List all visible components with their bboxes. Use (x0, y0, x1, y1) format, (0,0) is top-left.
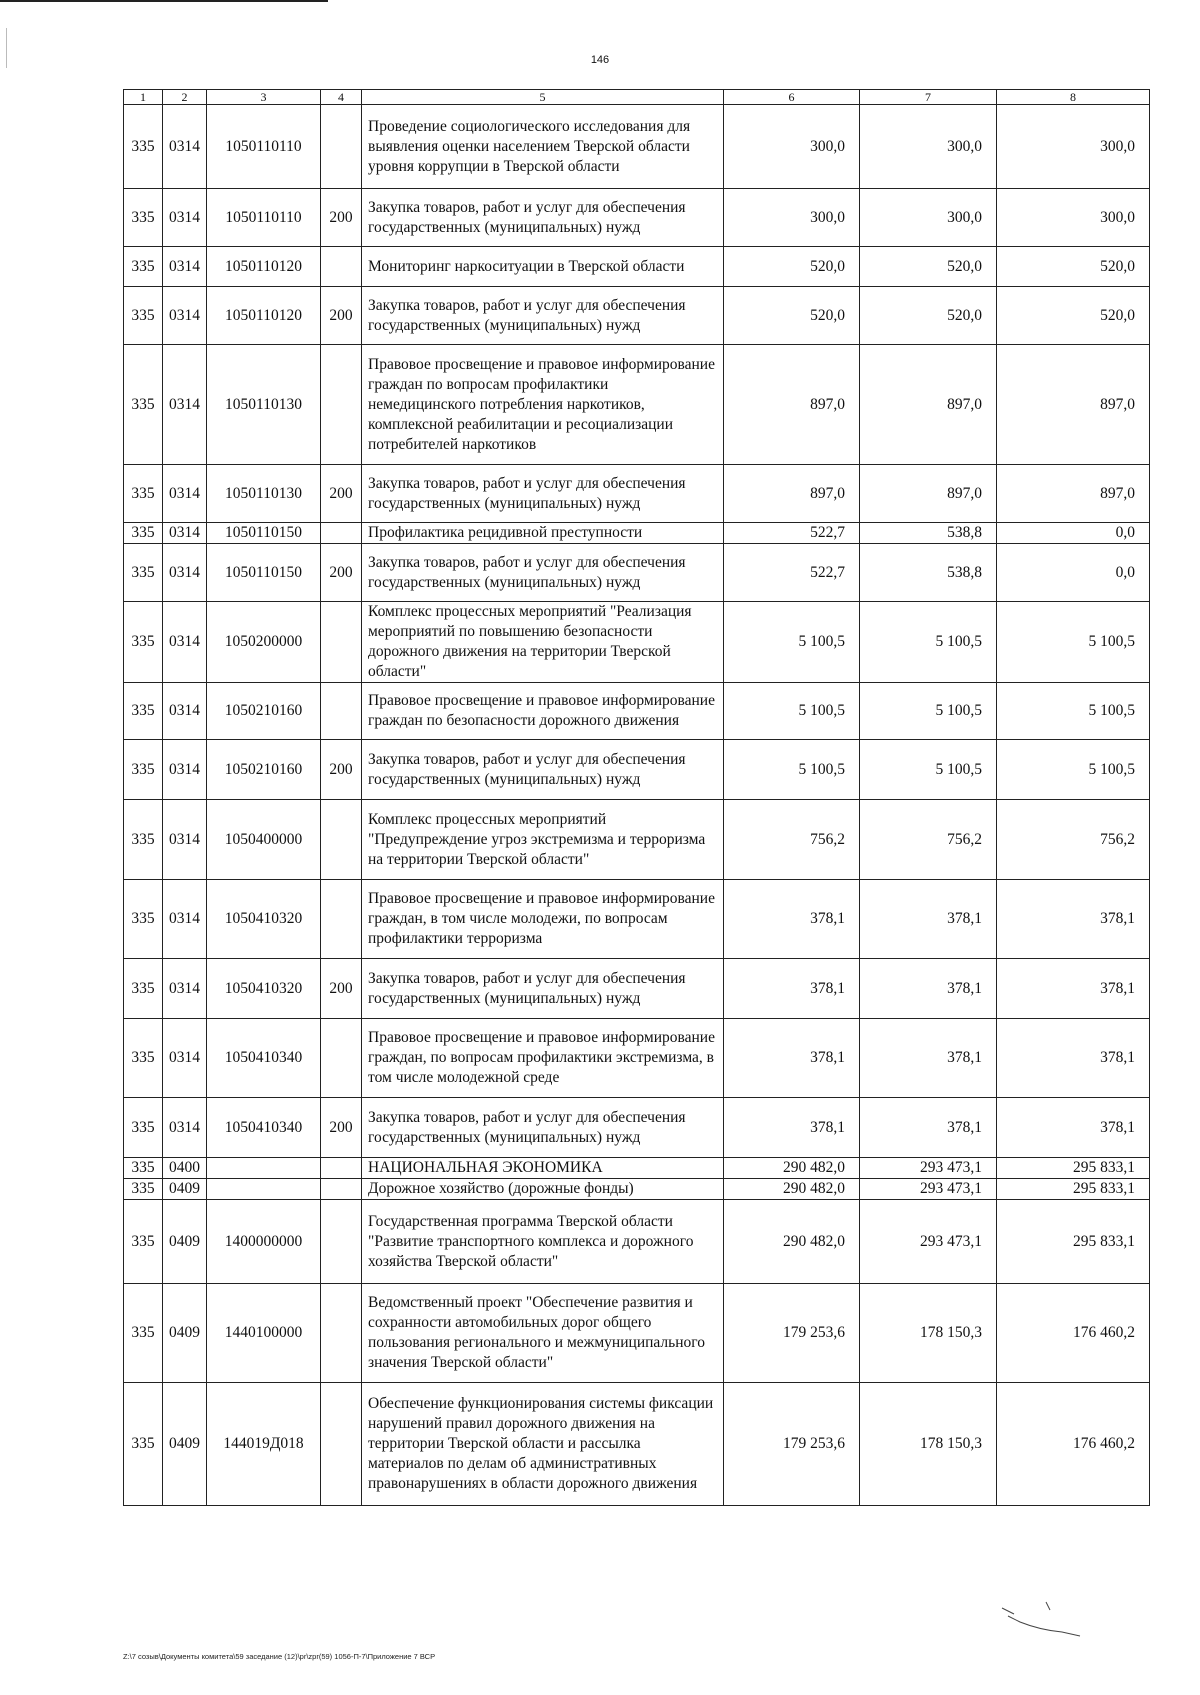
cell-amount-3: 520,0 (997, 287, 1150, 345)
cell-name: Комплекс процессных мероприятий "Предупреждение угроз экстремизма и терроризма на территории Тверской области" (362, 800, 724, 880)
cell-expense-type: 200 (321, 189, 362, 247)
cell-amount-2: 378,1 (860, 1098, 997, 1158)
cell-expense-type (321, 105, 362, 189)
cell-amount-3: 378,1 (997, 959, 1150, 1019)
cell-amount-1: 378,1 (724, 1098, 860, 1158)
cell-ministry: 335 (124, 345, 163, 465)
cell-target: 1050410340 (207, 1098, 321, 1158)
cell-expense-type: 200 (321, 959, 362, 1019)
budget-table (123, 89, 1150, 1506)
cell-name: Закупка товаров, работ и услуг для обеспечения государственных (муниципальных) нужд (362, 465, 724, 523)
cell-name: Мониторинг наркоситуации в Тверской области (362, 247, 724, 287)
cell-ministry: 335 (124, 1019, 163, 1098)
table-row (124, 105, 1150, 189)
cell-amount-1: 522,7 (724, 523, 860, 544)
cell-ministry: 335 (124, 959, 163, 1019)
cell-amount-2: 293 473,1 (860, 1179, 997, 1200)
cell-amount-3: 897,0 (997, 345, 1150, 465)
cell-amount-1: 5 100,5 (724, 683, 860, 740)
cell-expense-type (321, 1158, 362, 1179)
cell-section: 0314 (163, 1019, 207, 1098)
cell-amount-3: 756,2 (997, 800, 1150, 880)
cell-section: 0314 (163, 105, 207, 189)
table-row (124, 1284, 1150, 1383)
table-row (124, 683, 1150, 740)
cell-target: 1050210160 (207, 740, 321, 800)
table-row (124, 523, 1150, 544)
cell-amount-1: 756,2 (724, 800, 860, 880)
cell-target: 1050110130 (207, 345, 321, 465)
cell-ministry: 335 (124, 1158, 163, 1179)
cell-ministry: 335 (124, 1284, 163, 1383)
cell-target: 1050110150 (207, 544, 321, 602)
cell-amount-1: 300,0 (724, 189, 860, 247)
header-cell: 4 (321, 90, 362, 105)
cell-ministry: 335 (124, 800, 163, 880)
cell-amount-2: 538,8 (860, 523, 997, 544)
cell-amount-2: 293 473,1 (860, 1158, 997, 1179)
cell-amount-2: 378,1 (860, 1019, 997, 1098)
cell-amount-3: 897,0 (997, 465, 1150, 523)
cell-name: Закупка товаров, работ и услуг для обеспечения государственных (муниципальных) нужд (362, 189, 724, 247)
cell-amount-3: 5 100,5 (997, 683, 1150, 740)
cell-name: Проведение социологического исследования для выявления оценки населением Тверской области уровня коррупции в Тверской области (362, 105, 724, 189)
cell-amount-3: 378,1 (997, 1019, 1150, 1098)
table-row (124, 1158, 1150, 1179)
cell-section: 0314 (163, 880, 207, 959)
table-row (124, 465, 1150, 523)
cell-amount-3: 520,0 (997, 247, 1150, 287)
cell-target: 1050110110 (207, 105, 321, 189)
cell-amount-1: 179 253,6 (724, 1284, 860, 1383)
header-cell: 5 (362, 90, 724, 105)
cell-amount-2: 538,8 (860, 544, 997, 602)
cell-expense-type (321, 1179, 362, 1200)
cell-ministry: 335 (124, 523, 163, 544)
cell-ministry: 335 (124, 247, 163, 287)
cell-target: 1400000000 (207, 1200, 321, 1284)
cell-amount-1: 378,1 (724, 880, 860, 959)
cell-expense-type (321, 523, 362, 544)
cell-target: 1050110150 (207, 523, 321, 544)
cell-section: 0409 (163, 1284, 207, 1383)
cell-ministry: 335 (124, 189, 163, 247)
cell-ministry: 335 (124, 740, 163, 800)
cell-amount-3: 176 460,2 (997, 1383, 1150, 1506)
header-cell: 8 (997, 90, 1150, 105)
header-cell: 3 (207, 90, 321, 105)
table-row (124, 247, 1150, 287)
cell-name: Дорожное хозяйство (дорожные фонды) (362, 1179, 724, 1200)
cell-name: Правовое просвещение и правовое информирование граждан, в том числе молодежи, по вопросам профилактики терроризма (362, 880, 724, 959)
cell-name: Закупка товаров, работ и услуг для обеспечения государственных (муниципальных) нужд (362, 544, 724, 602)
cell-section: 0314 (163, 800, 207, 880)
cell-ministry: 335 (124, 465, 163, 523)
cell-section: 0314 (163, 247, 207, 287)
cell-target (207, 1158, 321, 1179)
cell-section: 0314 (163, 959, 207, 1019)
cell-ministry: 335 (124, 1383, 163, 1506)
cell-amount-1: 300,0 (724, 105, 860, 189)
cell-target (207, 1179, 321, 1200)
cell-name: Государственная программа Тверской области "Развитие транспортного комплекса и дорожного хозяйства Тверской области" (362, 1200, 724, 1284)
cell-amount-2: 5 100,5 (860, 683, 997, 740)
cell-amount-1: 897,0 (724, 345, 860, 465)
cell-amount-3: 0,0 (997, 544, 1150, 602)
cell-name: Закупка товаров, работ и услуг для обеспечения государственных (муниципальных) нужд (362, 959, 724, 1019)
cell-expense-type: 200 (321, 544, 362, 602)
cell-name: Ведомственный проект "Обеспечение развития и сохранности автомобильных дорог общего пользования регионального и межмуниципального значения Тверской области" (362, 1284, 724, 1383)
cell-amount-2: 378,1 (860, 959, 997, 1019)
cell-name: Обеспечение функционирования системы фиксации нарушений правил дорожного движения на территории Тверской области и рассылка материалов по делам об административных правонарушениях в области дорожного движения (362, 1383, 724, 1506)
top-rule (0, 0, 328, 2)
cell-amount-3: 295 833,1 (997, 1200, 1150, 1284)
page-number: 146 (590, 54, 610, 66)
cell-amount-2: 378,1 (860, 880, 997, 959)
table-row (124, 189, 1150, 247)
cell-target: 1050110130 (207, 465, 321, 523)
cell-amount-2: 897,0 (860, 465, 997, 523)
cell-amount-3: 378,1 (997, 880, 1150, 959)
cell-amount-2: 178 150,3 (860, 1383, 997, 1506)
cell-target: 1050210160 (207, 683, 321, 740)
cell-expense-type: 200 (321, 740, 362, 800)
footer-file-path: Z:\7 созыв\Документы комитета\59 заседание (12)\pr\zpr(59) 1056-П-7\Приложение 7 ВСР (123, 1652, 436, 1661)
cell-name: Закупка товаров, работ и услуг для обеспечения государственных (муниципальных) нужд (362, 287, 724, 345)
cell-amount-2: 897,0 (860, 345, 997, 465)
cell-amount-1: 522,7 (724, 544, 860, 602)
cell-section: 0314 (163, 345, 207, 465)
cell-ministry: 335 (124, 880, 163, 959)
cell-target: 1050110110 (207, 189, 321, 247)
cell-target: 144019Д018 (207, 1383, 321, 1506)
table-row (124, 1383, 1150, 1506)
cell-section: 0314 (163, 602, 207, 683)
cell-name: Профилактика рецидивной преступности (362, 523, 724, 544)
cell-target: 1050200000 (207, 602, 321, 683)
cell-section: 0409 (163, 1179, 207, 1200)
cell-target: 1050110120 (207, 287, 321, 345)
cell-amount-1: 897,0 (724, 465, 860, 523)
table-row (124, 740, 1150, 800)
cell-amount-1: 5 100,5 (724, 740, 860, 800)
cell-amount-3: 5 100,5 (997, 602, 1150, 683)
cell-ministry: 335 (124, 1179, 163, 1200)
cell-name: Правовое просвещение и правовое информирование граждан, по вопросам профилактики экстремизма, в том числе молодежной среде (362, 1019, 724, 1098)
cell-amount-2: 293 473,1 (860, 1200, 997, 1284)
cell-ministry: 335 (124, 1098, 163, 1158)
cell-expense-type (321, 1019, 362, 1098)
cell-section: 0314 (163, 465, 207, 523)
cell-amount-3: 5 100,5 (997, 740, 1150, 800)
cell-amount-1: 520,0 (724, 287, 860, 345)
cell-ministry: 335 (124, 287, 163, 345)
cell-expense-type (321, 800, 362, 880)
header-cell: 6 (724, 90, 860, 105)
cell-amount-3: 0,0 (997, 523, 1150, 544)
cell-amount-2: 520,0 (860, 287, 997, 345)
cell-name: Закупка товаров, работ и услуг для обеспечения государственных (муниципальных) нужд (362, 1098, 724, 1158)
cell-name: Комплекс процессных мероприятий "Реализация мероприятий по повышению безопасности дорожного движения на территории Тверской области" (362, 602, 724, 683)
cell-ministry: 335 (124, 544, 163, 602)
cell-amount-1: 290 482,0 (724, 1158, 860, 1179)
cell-section: 0314 (163, 189, 207, 247)
cell-amount-2: 300,0 (860, 105, 997, 189)
cell-section: 0400 (163, 1158, 207, 1179)
cell-expense-type: 200 (321, 287, 362, 345)
table-row (124, 800, 1150, 880)
cell-name: Закупка товаров, работ и услуг для обеспечения государственных (муниципальных) нужд (362, 740, 724, 800)
cell-section: 0314 (163, 740, 207, 800)
table-row (124, 345, 1150, 465)
cell-ministry: 335 (124, 602, 163, 683)
table-row (124, 880, 1150, 959)
signature-mark (1000, 1600, 1090, 1640)
cell-amount-3: 300,0 (997, 189, 1150, 247)
table-row (124, 959, 1150, 1019)
cell-expense-type (321, 247, 362, 287)
cell-amount-3: 295 833,1 (997, 1179, 1150, 1200)
cell-section: 0314 (163, 544, 207, 602)
cell-ministry: 335 (124, 1200, 163, 1284)
cell-section: 0409 (163, 1383, 207, 1506)
cell-section: 0314 (163, 683, 207, 740)
cell-amount-1: 378,1 (724, 1019, 860, 1098)
cell-amount-2: 178 150,3 (860, 1284, 997, 1383)
cell-expense-type (321, 1284, 362, 1383)
cell-amount-2: 756,2 (860, 800, 997, 880)
cell-expense-type (321, 1383, 362, 1506)
cell-target: 1050410320 (207, 959, 321, 1019)
cell-amount-1: 5 100,5 (724, 602, 860, 683)
cell-amount-3: 176 460,2 (997, 1284, 1150, 1383)
cell-section: 0409 (163, 1200, 207, 1284)
header-cell: 1 (124, 90, 163, 105)
cell-amount-1: 290 482,0 (724, 1200, 860, 1284)
cell-amount-3: 295 833,1 (997, 1158, 1150, 1179)
cell-expense-type (321, 683, 362, 740)
cell-expense-type (321, 345, 362, 465)
cell-amount-2: 5 100,5 (860, 602, 997, 683)
table-row (124, 544, 1150, 602)
table-row (124, 1179, 1150, 1200)
table-header-row (124, 90, 1150, 105)
table-row (124, 1098, 1150, 1158)
cell-ministry: 335 (124, 683, 163, 740)
cell-target: 1050410320 (207, 880, 321, 959)
cell-section: 0314 (163, 523, 207, 544)
cell-name: НАЦИОНАЛЬНАЯ ЭКОНОМИКА (362, 1158, 724, 1179)
header-cell: 7 (860, 90, 997, 105)
cell-expense-type (321, 880, 362, 959)
cell-amount-3: 300,0 (997, 105, 1150, 189)
table-row (124, 1019, 1150, 1098)
cell-amount-1: 290 482,0 (724, 1179, 860, 1200)
cell-amount-3: 378,1 (997, 1098, 1150, 1158)
header-cell: 2 (163, 90, 207, 105)
cell-expense-type: 200 (321, 465, 362, 523)
cell-amount-2: 300,0 (860, 189, 997, 247)
table-row (124, 602, 1150, 683)
cell-section: 0314 (163, 287, 207, 345)
cell-amount-1: 179 253,6 (724, 1383, 860, 1506)
cell-name: Правовое просвещение и правовое информирование граждан по вопросам профилактики немедицинского потребления наркотиков, комплексной реабилитации и ресоциализации потребителей наркотиков (362, 345, 724, 465)
cell-amount-1: 378,1 (724, 959, 860, 1019)
cell-name: Правовое просвещение и правовое информирование граждан по безопасности дорожного движения (362, 683, 724, 740)
cell-amount-1: 520,0 (724, 247, 860, 287)
table-row (124, 287, 1150, 345)
cell-amount-2: 5 100,5 (860, 740, 997, 800)
cell-expense-type (321, 1200, 362, 1284)
cell-ministry: 335 (124, 105, 163, 189)
cell-section: 0314 (163, 1098, 207, 1158)
cell-amount-2: 520,0 (860, 247, 997, 287)
cell-target: 1050410340 (207, 1019, 321, 1098)
cell-target: 1440100000 (207, 1284, 321, 1383)
cell-expense-type: 200 (321, 1098, 362, 1158)
cell-target: 1050110120 (207, 247, 321, 287)
table-row (124, 1200, 1150, 1284)
cell-expense-type (321, 602, 362, 683)
cell-target: 1050400000 (207, 800, 321, 880)
